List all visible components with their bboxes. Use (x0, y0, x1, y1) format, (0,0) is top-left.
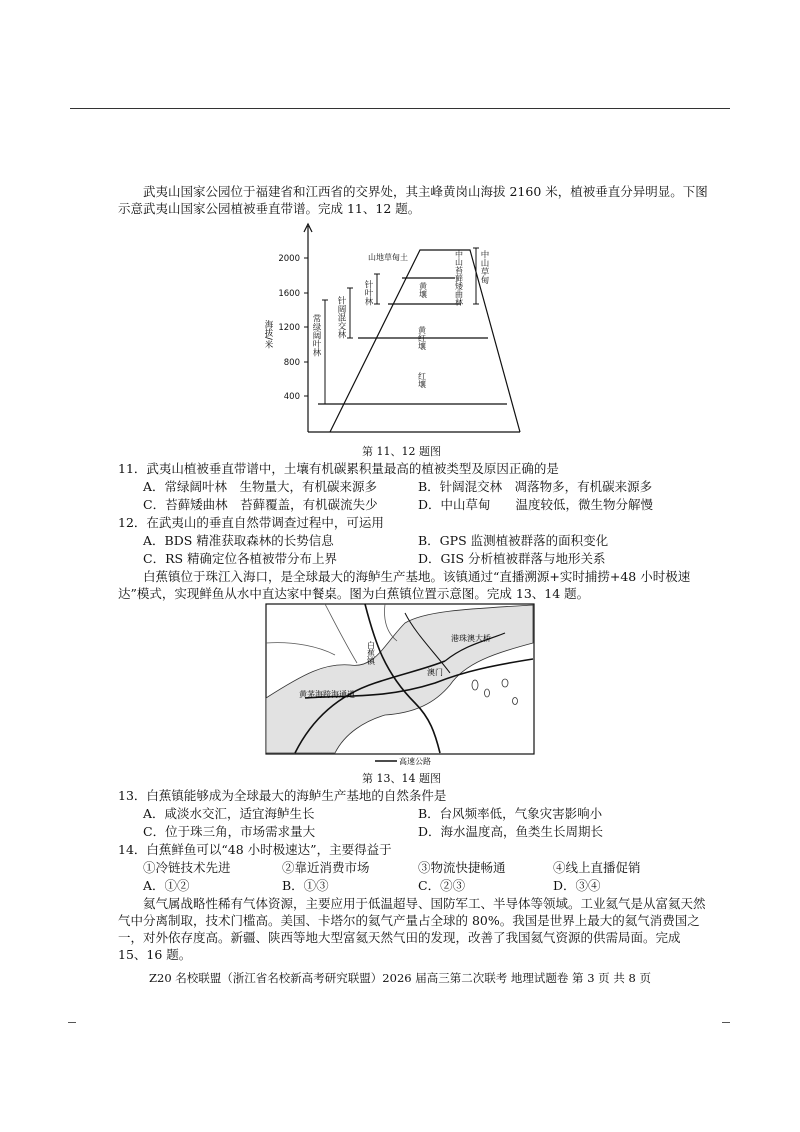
label-red-soil: 红壤 (417, 372, 427, 388)
label-yellow-red-soil: 黄红壤 (417, 326, 427, 350)
crop-mark-left (68, 1022, 76, 1023)
label-meadow-soil: 山地草甸土 (368, 253, 408, 262)
q11-option-b: B．针阔混交林 凋落物多，有机碳来源多 (418, 479, 653, 494)
q14-option-a: A．①② (143, 878, 190, 893)
q13-option-a: A．咸淡水交汇，适宜海鲈生长 (143, 806, 315, 821)
y-tick-1600: 1600 (278, 289, 300, 299)
q13-option-d: D．海水温度高，鱼类生长周期长 (418, 824, 604, 839)
y-tick-1200: 1200 (278, 323, 300, 333)
q11-option-a: A．常绿阔叶林 生物量大，有机碳来源多 (143, 479, 378, 494)
figure2-caption: 第 13、14 题图 (362, 772, 441, 785)
y-axis-label: 海拔/米 (263, 320, 273, 349)
intro-wuyi: 武夷山国家公园位于福建省和江西省的交界处，其主峰黄岗山海拔 2160 米，植被垂直分异明显。下图示意武夷山国家公园植被垂直带谱。完成 11、12 题。 (118, 184, 708, 216)
map-legend-highway: 高速公路 (399, 757, 431, 765)
label-mountain-meadow: 中山草甸 (479, 250, 489, 284)
map-label-bridge: 港珠澳大桥 (451, 634, 491, 643)
q14-item-3: ③物流快捷畅通 (418, 860, 506, 875)
q12-option-b: B．GPS 监测植被群落的面积变化 (418, 533, 609, 548)
baijiao-location-map (265, 603, 535, 765)
page-footer: Z20 名校联盟（浙江省名校新高考研究联盟）2026 届高三第二次联考 地理试题卷 第 3 页 共 8 页 (149, 971, 651, 985)
map-label-baijiao: 白蕉镇 (366, 641, 376, 665)
q14-option-c: C．②③ (418, 878, 466, 893)
label-yellow-soil: 黄壤 (418, 282, 428, 298)
q14-item-2: ②靠近消费市场 (282, 860, 370, 875)
map-label-macau: 澳门 (427, 668, 443, 677)
q13-option-c: C．位于珠三角，市场需求量大 (143, 824, 316, 839)
map-label-tunnel: 黄茅海跨海通道 (299, 690, 355, 699)
q14-option-d: D．③④ (553, 878, 601, 893)
label-evergreen-forest: 常绿阔叶林 (311, 314, 321, 357)
label-mixed-forest: 针阔混交林 (336, 296, 346, 339)
y-tick-400: 400 (283, 392, 300, 402)
q12-option-c: C．RS 精确定位各植被带分布上界 (143, 551, 338, 566)
q13-option-b: B．台风频率低，气象灾害影响小 (418, 806, 603, 821)
intro-helium: 氦气属战略性稀有气体资源，主要应用于低温超导、国防军工、半导体等领域。工业氦气是从富氦天然气中分离制取，技术门槛高。美国、卡塔尔的氦气产量占全球的 80%。我国是世界上最大的氦气消费国之一，对外依存度高。新疆、陕西等地大型富氦天然气田的发现，改善了我国氦气资源的供需局面。完成 15、16 题。 (118, 896, 706, 962)
header-rule (70, 108, 730, 109)
q11-option-d: D．中山草甸 温度较低，微生物分解慢 (418, 497, 654, 512)
label-moss-shrub: 中山苔藓矮曲林 (454, 250, 464, 306)
q14-stem: 14．白蕉鲜鱼可以“48 小时极速达”，主要得益于 (118, 842, 392, 857)
q12-option-a: A．BDS 精准获取森林的长势信息 (143, 533, 334, 548)
q11-stem: 11．武夷山植被垂直带谱中，土壤有机碳累积量最高的植被类型及原因正确的是 (118, 461, 559, 476)
q14-item-4: ④线上直播促销 (553, 860, 641, 875)
y-tick-800: 800 (283, 358, 300, 368)
crop-mark-right (722, 1022, 730, 1023)
q12-stem: 12．在武夷山的垂直自然带调查过程中，可运用 (118, 515, 384, 530)
q14-option-b: B．①③ (282, 878, 329, 893)
q11-option-c: C．苔藓矮曲林 苔藓覆盖，有机碳流失少 (143, 497, 378, 512)
vegetation-zonation-figure (250, 220, 550, 460)
q12-option-d: D．GIS 分析植被群落与地形关系 (418, 551, 606, 566)
intro-baijiao: 白蕉镇位于珠江入海口，是全球最大的海鲈生产基地。该镇通过“直播溯源+实时捕捞+48 小时极速达”模式，实现鲜鱼从水中直达家中餐桌。图为白蕉镇位置示意图。完成 13、14 题。 (118, 569, 691, 601)
label-coniferous-forest: 针叶林 (363, 280, 373, 306)
q13-stem: 13．白蕉镇能够成为全球最大的海鲈生产基地的自然条件是 (118, 788, 447, 803)
figure1-caption: 第 11、12 题图 (362, 445, 441, 458)
q14-item-1: ①冷链技术先进 (143, 860, 231, 875)
y-tick-2000: 2000 (278, 254, 300, 264)
